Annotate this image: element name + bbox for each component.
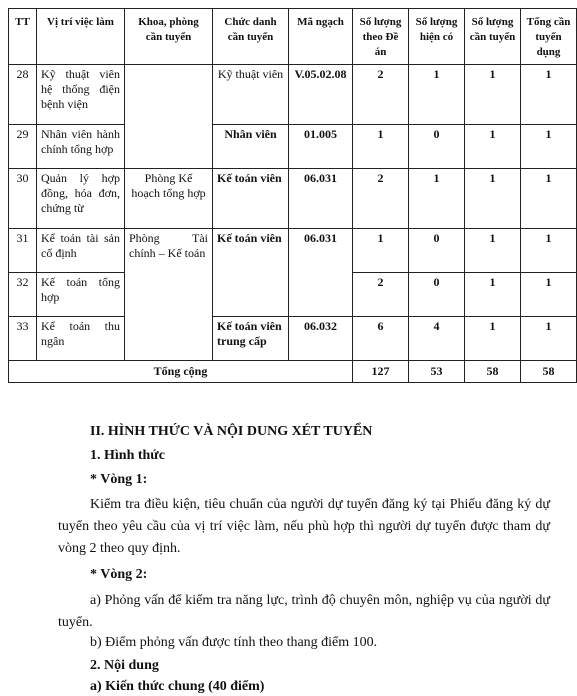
round-2-a-text: a) Phỏng vấn để kiểm tra năng lực, trình độ chuyên môn, nghiệp vụ của người dự tuyển. (58, 593, 550, 630)
total-current: 53 (409, 361, 465, 383)
heading-round-1: * Vòng 1: (90, 472, 148, 487)
cell-title: Kế toán viên (213, 229, 289, 317)
cell-position: Quản lý hợp đồng, hóa đơn, chứng từ (37, 169, 125, 229)
total-total: 58 (521, 361, 577, 383)
table-row (9, 125, 577, 169)
cell-need: 1 (465, 65, 521, 125)
header-code: Mã ngạch (289, 9, 353, 65)
cell-plan: 2 (353, 273, 409, 317)
cell-current: 4 (409, 317, 465, 361)
total-label: Tổng cộng (9, 361, 353, 383)
cell-position: Kế toán tài sản cố định (37, 229, 125, 273)
recruitment-table (8, 8, 577, 383)
cell-total: 1 (521, 317, 577, 361)
header-position: Vị trí việc làm (37, 9, 125, 65)
cell-total: 1 (521, 125, 577, 169)
cell-title: Kế toán viên trung cấp (213, 317, 289, 361)
cell-current: 0 (409, 229, 465, 273)
cell-need: 1 (465, 273, 521, 317)
cell-need: 1 (465, 125, 521, 169)
cell-code: 06.031 (289, 169, 353, 229)
cell-plan: 1 (353, 229, 409, 273)
cell-need: 1 (465, 169, 521, 229)
cell-code: 06.032 (289, 317, 353, 361)
cell-tt: 31 (9, 229, 37, 273)
cell-title: Kế toán viên (213, 169, 289, 229)
round-2-b-text: b) Điểm phỏng vấn được tính theo thang điểm 100. (90, 635, 378, 650)
cell-position: Nhân viên hành chính tổng hợp (37, 125, 125, 169)
header-plan: Số lượng theo Đề án (353, 9, 409, 65)
total-need: 58 (465, 361, 521, 383)
cell-need: 1 (465, 317, 521, 361)
cell-position: Kế toán thu ngân (37, 317, 125, 361)
cell-total: 1 (521, 273, 577, 317)
total-plan: 127 (353, 361, 409, 383)
cell-total: 1 (521, 229, 577, 273)
header-need: Số lượng cần tuyển (465, 9, 521, 65)
cell-plan: 1 (353, 125, 409, 169)
table-row (9, 65, 577, 125)
heading-content: 2. Nội dung (90, 658, 159, 673)
cell-plan: 2 (353, 65, 409, 125)
table-row (9, 169, 577, 229)
cell-current: 0 (409, 273, 465, 317)
table-total-row (9, 361, 577, 383)
heading-round-2: * Vòng 2: (90, 567, 148, 582)
cell-title: Nhân viên (213, 125, 289, 169)
cell-total: 1 (521, 65, 577, 125)
cell-total: 1 (521, 169, 577, 229)
cell-tt: 29 (9, 125, 37, 169)
cell-plan: 6 (353, 317, 409, 361)
cell-tt: 28 (9, 65, 37, 125)
cell-position: Kế toán tổng hợp (37, 273, 125, 317)
heading-form: 1. Hình thức (90, 448, 165, 463)
cell-tt: 32 (9, 273, 37, 317)
cell-title: Kỹ thuật viên (213, 65, 289, 125)
table-header-row (9, 9, 577, 65)
header-current: Số lượng hiện có (409, 9, 465, 65)
cell-tt: 33 (9, 317, 37, 361)
cell-dept: Phòng Kế hoạch tổng hợp (125, 169, 213, 229)
cell-current: 0 (409, 125, 465, 169)
round-1-text: Kiểm tra điều kiện, tiêu chuẩn của người dự tuyển đăng ký tại Phiếu đăng ký dự tuyển theo yêu cầu của vị trí việc làm, nếu phù hợp thì người dự tuyển được tham dự vòng 2 theo quy định. (58, 497, 550, 556)
cell-position: Kỹ thuật viên hệ thống điện bệnh viện (37, 65, 125, 125)
header-title: Chức danh cần tuyển (213, 9, 289, 65)
table-row (9, 317, 577, 361)
section-title: II. HÌNH THỨC VÀ NỘI DUNG XÉT TUYỂN (90, 424, 373, 439)
cell-tt: 30 (9, 169, 37, 229)
cell-current: 1 (409, 169, 465, 229)
heading-general-knowledge: a) Kiến thức chung (40 điểm) (90, 679, 265, 694)
cell-code: 01.005 (289, 125, 353, 169)
header-dept: Khoa, phòng cần tuyển (125, 9, 213, 65)
cell-code: 06.031 (289, 229, 353, 317)
header-total: Tổng cần tuyển dụng (521, 9, 577, 65)
cell-dept: Phòng Tài chính – Kế toán (125, 229, 213, 361)
cell-dept (125, 65, 213, 169)
cell-plan: 2 (353, 169, 409, 229)
header-tt: TT (9, 9, 37, 65)
table-row (9, 229, 577, 273)
cell-need: 1 (465, 229, 521, 273)
cell-code: V.05.02.08 (289, 65, 353, 125)
cell-current: 1 (409, 65, 465, 125)
